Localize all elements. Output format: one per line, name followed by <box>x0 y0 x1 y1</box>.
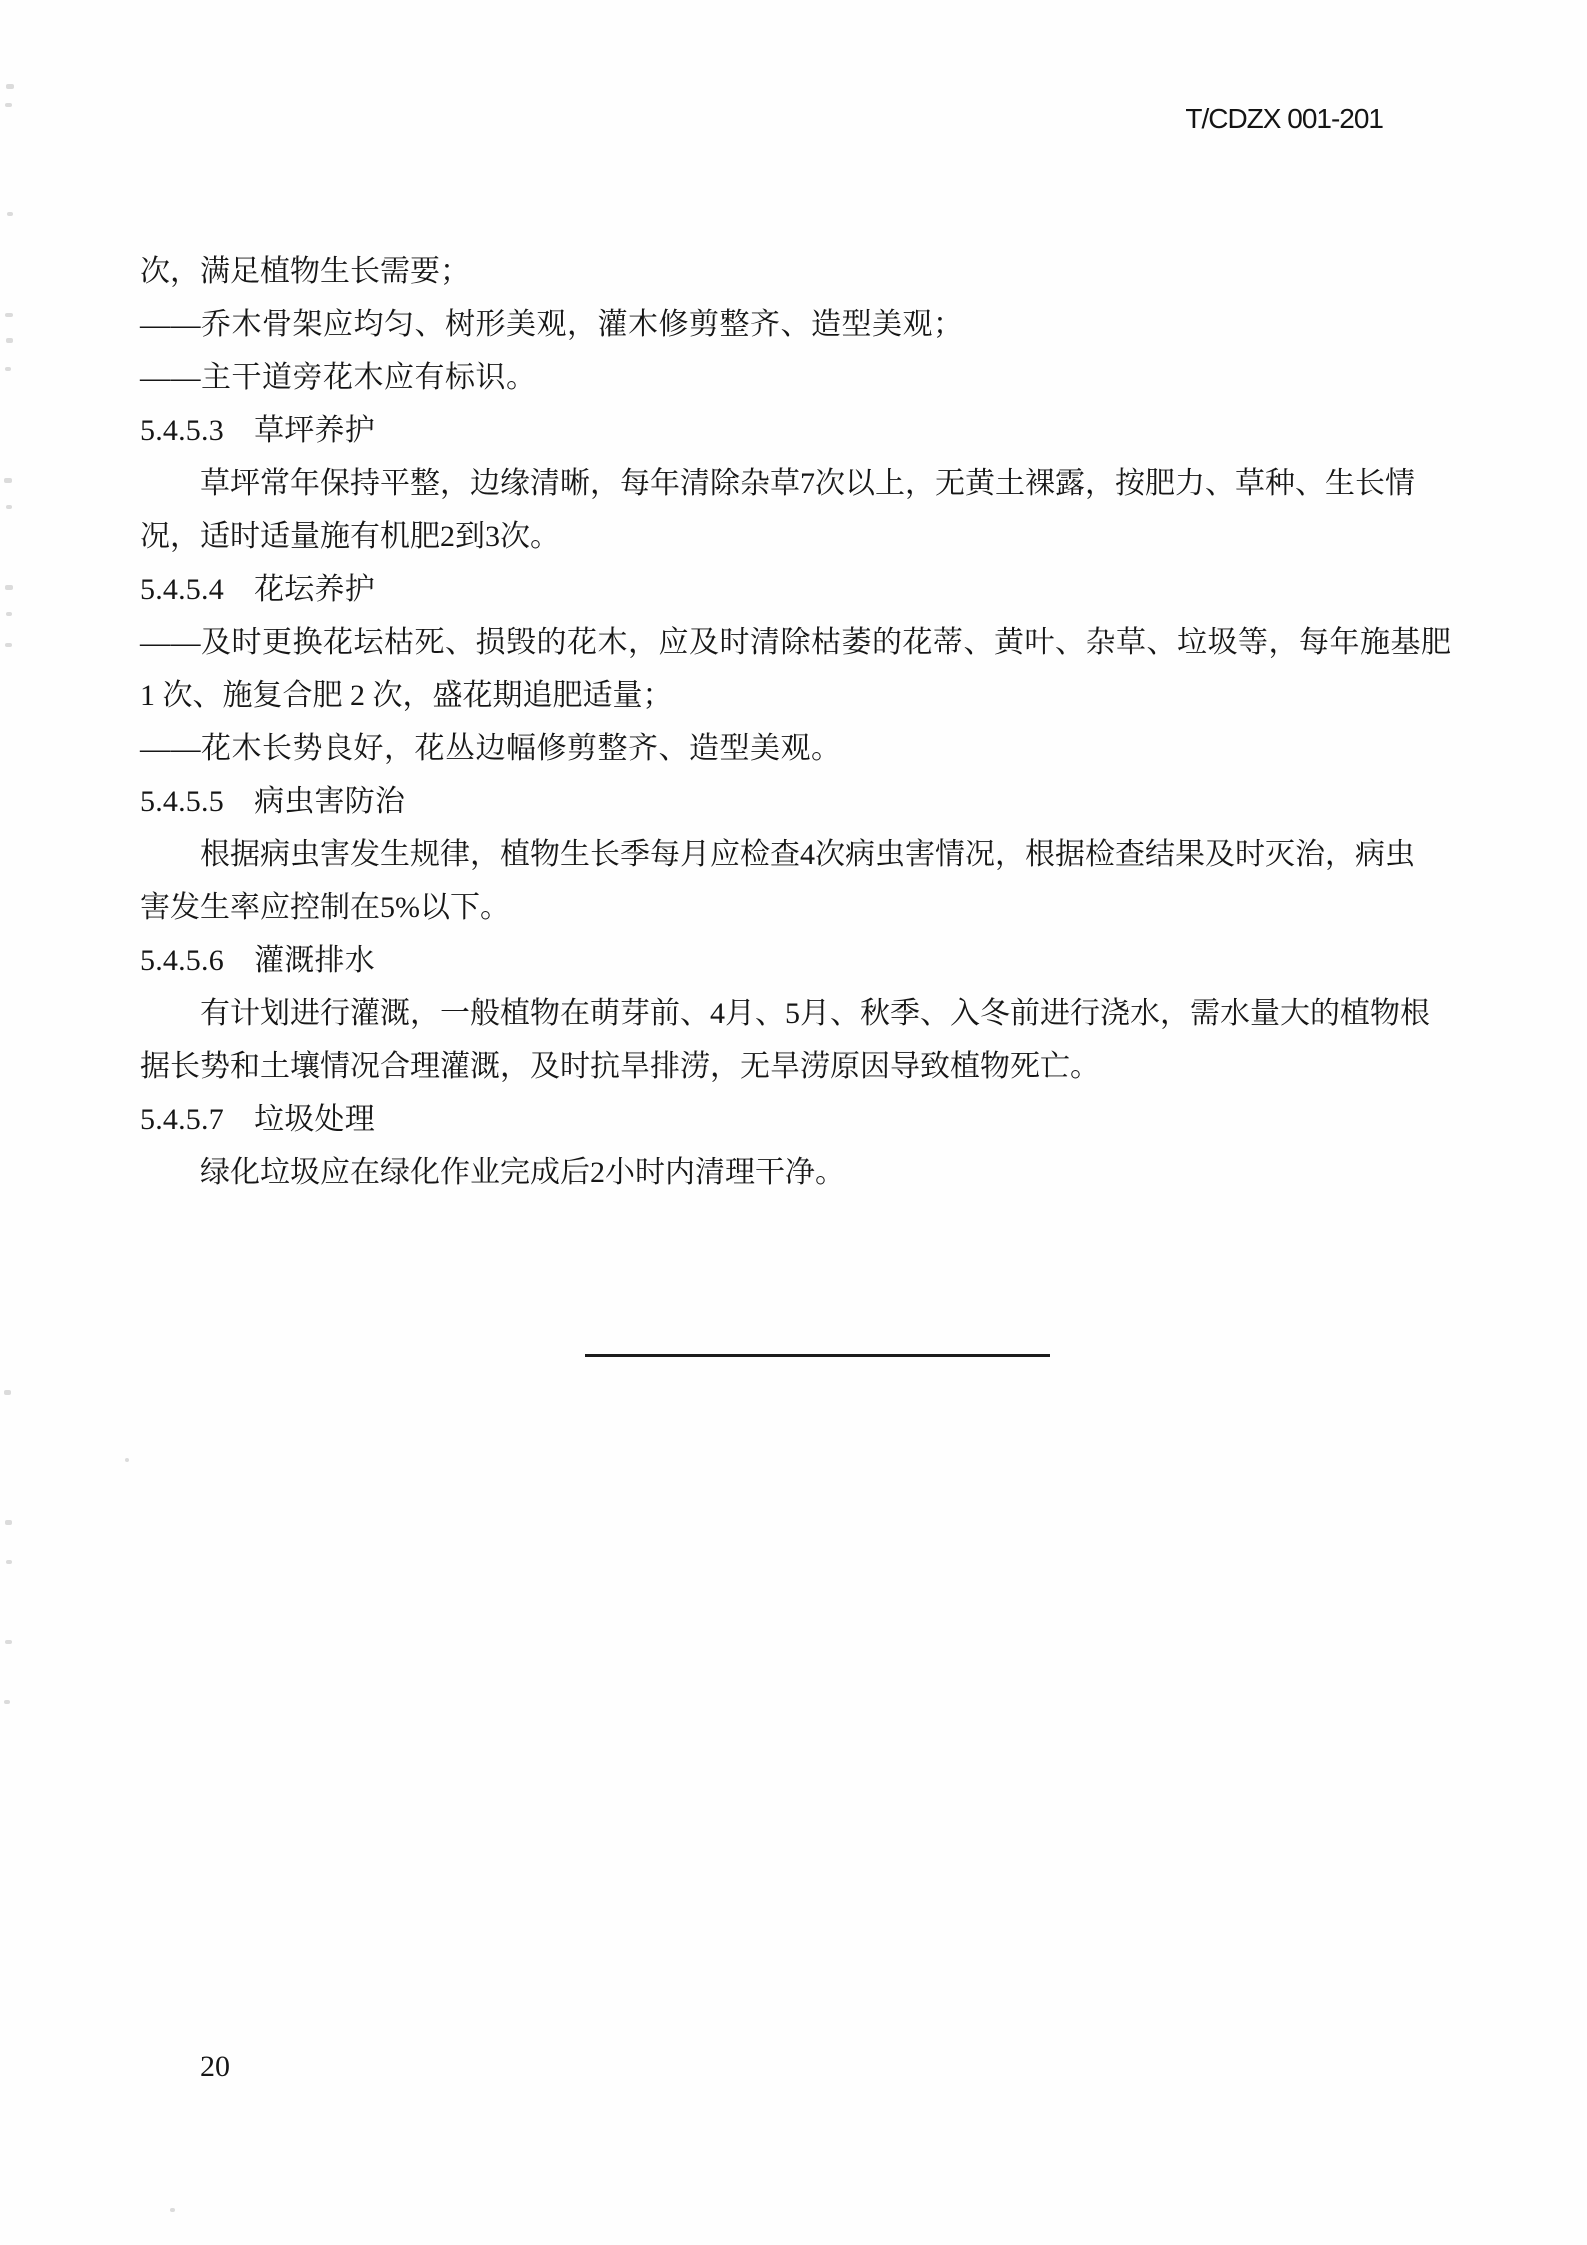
scan-artifact <box>6 612 12 616</box>
scan-artifact <box>5 643 12 647</box>
scan-artifact <box>6 1560 12 1564</box>
document-line: 草坪常年保持平整，边缘清晰，每年清除杂草7次以上，无黄土裸露，按肥力、草种、生长情 <box>200 467 1415 500</box>
document-lines <box>140 245 1457 1199</box>
document-line: 1 次、施复合肥 2 次，盛花期追肥适量； <box>140 679 673 712</box>
scan-artifact <box>125 1458 129 1462</box>
section-heading: 5.4.5.4 花坛养护 <box>140 573 375 606</box>
scan-artifact <box>5 585 13 590</box>
page-number: 20 <box>200 2050 230 2083</box>
scan-artifact <box>5 1640 12 1644</box>
scan-artifact <box>5 103 12 107</box>
scan-artifact <box>4 478 12 483</box>
scan-artifact <box>170 2208 175 2212</box>
document-line: ——及时更换花坛枯死、损毁的花木，应及时清除枯萎的花蒂、黄叶、杂草、垃圾等，每年施基肥 <box>140 626 1452 659</box>
standard-code: T/CDZX 001-201 <box>1185 103 1383 134</box>
document-line: 据长势和土壤情况合理灌溉，及时抗旱排涝，无旱涝原因导致植物死亡。 <box>140 1050 1100 1083</box>
scan-artifact <box>7 212 13 216</box>
scan-artifact <box>4 1390 11 1395</box>
end-of-text-divider <box>585 1354 1050 1357</box>
scan-artifact <box>6 505 12 509</box>
document-line: ——花木长势良好，花丛边幅修剪整齐、造型美观。 <box>140 732 842 765</box>
document-line: 次，满足植物生长需要； <box>140 255 470 288</box>
section-heading: 5.4.5.3 草坪养护 <box>140 414 375 447</box>
document-line: 况，适时适量施有机肥2到3次。 <box>140 520 560 553</box>
document-line: ——乔木骨架应均匀、树形美观，灌木修剪整齐、造型美观； <box>140 308 964 341</box>
section-heading: 5.4.5.5 病虫害防治 <box>140 785 406 818</box>
scan-artifact <box>6 338 13 343</box>
scan-artifact <box>5 313 13 317</box>
document-line: ——主干道旁花木应有标识。 <box>140 361 537 394</box>
document-line: 根据病虫害发生规律，植物生长季每月应检查4次病虫害情况，根据检查结果及时灭治，病虫 <box>200 838 1415 871</box>
scan-artifact <box>4 1700 10 1704</box>
section-heading: 5.4.5.6 灌溉排水 <box>140 944 375 977</box>
scan-artifact <box>6 84 14 89</box>
scan-artifact <box>5 1520 12 1525</box>
scan-artifact <box>5 367 11 371</box>
document-line: 有计划进行灌溉，一般植物在萌芽前、4月、5月、秋季、入冬前进行浇水，需水量大的植物根 <box>200 997 1430 1030</box>
document-line: 害发生率应控制在5%以下。 <box>140 891 510 924</box>
document-line: 绿化垃圾应在绿化作业完成后2小时内清理干净。 <box>200 1156 845 1189</box>
section-heading: 5.4.5.7 垃圾处理 <box>140 1103 375 1136</box>
